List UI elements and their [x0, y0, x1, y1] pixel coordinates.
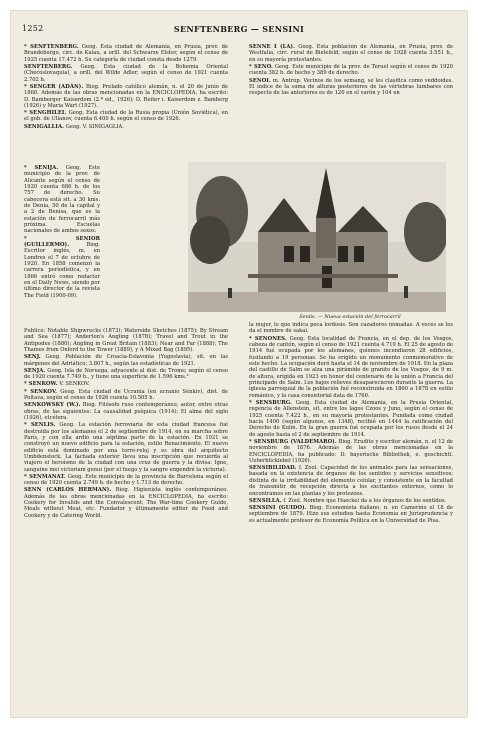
entry-sensibilidad: SENSIBILIDAD. f. Zool. Capacidad de los animales para las sensaciones, basada en la existencia de órganos de los sentidos y servicios sensitivos; distinta de la irritabilidad del elemento celular, y consistente en la facultad de transmitir de recepción directa a los excitantes externos, como lo encontramos en las plantas y los protozoos. — [249, 465, 453, 497]
figure-caption: Senlis. — Nueva estación del ferrocarril — [299, 314, 401, 320]
entry-senoi-continued: la mujer, lo que indica poca lordosis. Son cazadores nómadas. A veces se les da el nombre de sakai. — [249, 322, 453, 335]
left-column-lower — [24, 328, 228, 712]
entry-sensburg-valdemaro: * SENSBURG (VALDEMARO). Biog. Erudito y escritor alemán, n. el 12 de noviembre de 1876. Además de las obras mencionadas en la ENCICLOPEDIA, ha publicado: D. bayerische Bibliothek, e. geschichtl. Ueberblicklebel (1926). — [249, 438, 453, 464]
entry-senja: SENJA. Geog. Isla de Noruega, adyacente al dist. de Troms; según el censo de 1920 cuenta 7.749 h., y tiene una superficie de 1.596 kms.² — [24, 367, 228, 381]
entry-senftenberg-prusia: * SENFTENBERG. Geog. Esta ciudad de Alemania, en Prusia, prov. de Brandeburgo, circ. de Kalau, a orill. del Schwarze Elster, según el censo de 1925 cuenta 17.472 h. Su categoría de ciudad consta desde 1279. — [24, 44, 228, 63]
entry-senftenberg-bohemia: SENFTENBERG. Geog. Esta ciudad de la Bohemia Oriental (Checoslovaquia), a orill. del Wilde Adler, según el censo de 1921 cuenta 2.702 h. — [24, 63, 228, 83]
right-column-upper — [249, 44, 453, 162]
entry-senn: SENN (CARLOS HERMAN). Biog. Higienista inglés contemporáneo. Además de las obras mencionadas en la ENCICLOPEDIA, ha escrito: Cookery for Invalids and the Convalescent; The War-time Cookery Guide, Meals without Meat, etc. Fundador y últimamente editor de Food and Cookery y de Catering World. — [24, 487, 228, 519]
entry-senones: * SENONES. Geog. Esta localidad de Francia, en el dep. de los Vosgos, cabeza de cantón, según el censo de 1921 cuenta 4.719 h. El 25 de agosto de 1914 fué ocupada por los alemanes, quienes incendiaron 28 edificios, fusilando a 19 personas. Se ha erigido un monumento conmemorativo de este hecho. La ocupación duró hasta el 14 de noviembre de 1918. En la plaza del castillo de Salm se alza una pirámide de granito de los Vosgos, de 9 m. de altura, erigida en 1923 en honor del centenario de la unión a Francia del principado de Salm. Los bajos relieves desaparecieron durante la guerra. La iglesia parroquial de la población fué reconstruida en 1860 a 1878 en estilo románico, y la casa consistorial data de 1760. — [249, 335, 453, 399]
running-title: SENFTENBERG — SENSINI — [173, 24, 305, 34]
entry-senkov: * SENKOV. Geog. Esta ciudad de Ucrania (en ucranio Sénkiv), dist. de Poltava, según el censo de 1926 cuenta 10.505 h. — [24, 388, 228, 401]
entry-senmanat: * SENMANAT. Geog. Este municipio de la provincia de Barcelona según el censo de 1920 cuenta 2.749 h. de hecho y 1.713 de derecho. — [24, 473, 228, 487]
station-photograph — [188, 162, 446, 312]
encyclopedia-page — [10, 10, 468, 718]
entry-sensilla: SENSILLA. f. Zool. Nombre que Haeckel da a los órganos de los sentidos. — [249, 497, 447, 504]
left-column-upper — [24, 44, 228, 162]
entry-senigallia: SENIGALLIA. Geog. V. SINIGAGLIA. — [24, 123, 124, 130]
entry-senne: SENNE I (LA). Geog. Esta población de Alemania, en Prusia, prov. de Westfalia, circ. rural de Bielefeld, según el censo de 1928 cuenta 3.551 h., en su mayoría protestantes. — [249, 44, 453, 63]
entry-sensburg: * SENSBURG. Geog. Esta ciudad de Alemania, en la Prusia Oriental, regencia de Allenstein, sit. entre los lagos Czoos y Juno, según el censo de 1925 cuenta 7.422 h., en su mayoría protestantes. Fundada como ciudad hacia 1400 (según algunos, en 1348), recibió en 1444 la ratificación del Derecho de Kulm. En la gran guerra fué ocupada por los rusos desde el 24 de agosto hasta el 2 de septiembre de 1914. — [249, 399, 453, 438]
entry-senoi: SENOI. m. Antrop. Vecinos de los semang, se les clasifica como veddoides. El índice de la suma de alturas posteriores de las vértebras lumbares con respecto de las anteriores es de 120 en el varón y 104 en — [249, 77, 453, 97]
page-number: 1252 — [22, 24, 44, 33]
entry-senlis: * SENLIS. Geog. La estación ferroviaria de esta ciudad francesa fué destruida por los alemanes el 2 de septiembre de 1914, en su marcha sobre París, y con ella ardió una séptima parte de la estación. En 1921 se construyó un nuevo edificio para la estación, estilo Renacimiento. El nuevo edificio está dominado por una torre-reloj y es obra del arquitecto Umbdenstock. La fachada exterior lleva una inscripción que recuerda al viajero el heroísmo de la ciudad con una cruz de guerra y la divisa: Igne, sanguine mei victoriam genui (por el fuego y la sangre engendré la victoria). — [24, 422, 228, 473]
station-illustration — [188, 162, 446, 312]
entry-senkowsky: SENKOWSKY (W.). Biog. Filósofo ruso contemporáneo, autor, entre otras obras, de las siguientes: La causalidad psíquica (1914); El alma del siglo (1926), etcétera. — [24, 402, 228, 421]
entry-senj: SENJ. Geog. Población de Croacia-Eslavonia (Yugoslavia), sit. en las márgenes del Adriático; 3.807 h., según las estadísticas de 1921. — [24, 354, 228, 367]
left-column-beside-figure — [24, 165, 100, 327]
entry-senior: * SENIOR (GUILLERMO). Biog. Escritor inglés, m. en Londres el 7 de octubre de 1920. En 1858 comenzó la carrera periodística, y en 1866 entró como redactor en el Daily News, siendo por último director de la revista The Field (1900-09). — [24, 235, 100, 299]
entry-senghilei: * SENGHILEI. Geog. Esta ciudad de la Rusia propia (Unión Soviética), en el gob. de Ulianov, cuenta 6.400 h. según el censo de 1926. — [24, 110, 228, 123]
entry-senkow: * SENKOW. V. SENKOV. — [24, 381, 90, 388]
entry-senger: * SENGER (ADÁN). Biog. Prelado católico alemán, n. el 20 de junio de 1860. Además de las obras mencionadas en la ENCICLOPEDIA, ha escrito: D. Bamberger Kaiserdom (2.ª ed., 1926); D. Reiter i. Kaiserdom z. Bamberg (1926) y Maria Wart (1927). — [24, 83, 228, 109]
right-column-lower — [249, 322, 453, 712]
entry-seno: * SENO. Geog. Este municipio de la prov. de Teruel según el censo de 1920 cuenta 382 h. de hecho y 389 de derecho. — [249, 63, 453, 77]
page-header — [18, 24, 460, 38]
entry-senija: * SENIJA. Geog. Este municipio de la prov. de Alicante según el censo de 1920 cuenta 686 h. de los 757 de derecho. Su cabecera está sit. a 30 kms. de Denia, 50 de la capital y a 2 de Benisa, que es la estación de ferrocarril más próxima. Escuelas nacionales de ambos sexos. — [24, 165, 100, 235]
entry-senior-continued: Publicó: Notable Shipwrecks (1873); Waterside Sketches (1875); By Stream and Sea (1877); Anderton's Angling (1878); Travel and Trout in the Antipodes (1880); Angling in Great Britain (1883); Near and Far (1888); The Thames from Oxford to the Tower (1889), y A Mixed Bag (1895). — [24, 328, 228, 354]
entry-sensini: SENSINI (GUIDO). Biog. Economista italiano, n. en Camerino el 18 de septiembre de 1879. Hizo sus estudios hasta Economía en Jurisprudencia y es actualmente profesor de Economía Política en la Universidad de Pisa. — [249, 504, 453, 524]
